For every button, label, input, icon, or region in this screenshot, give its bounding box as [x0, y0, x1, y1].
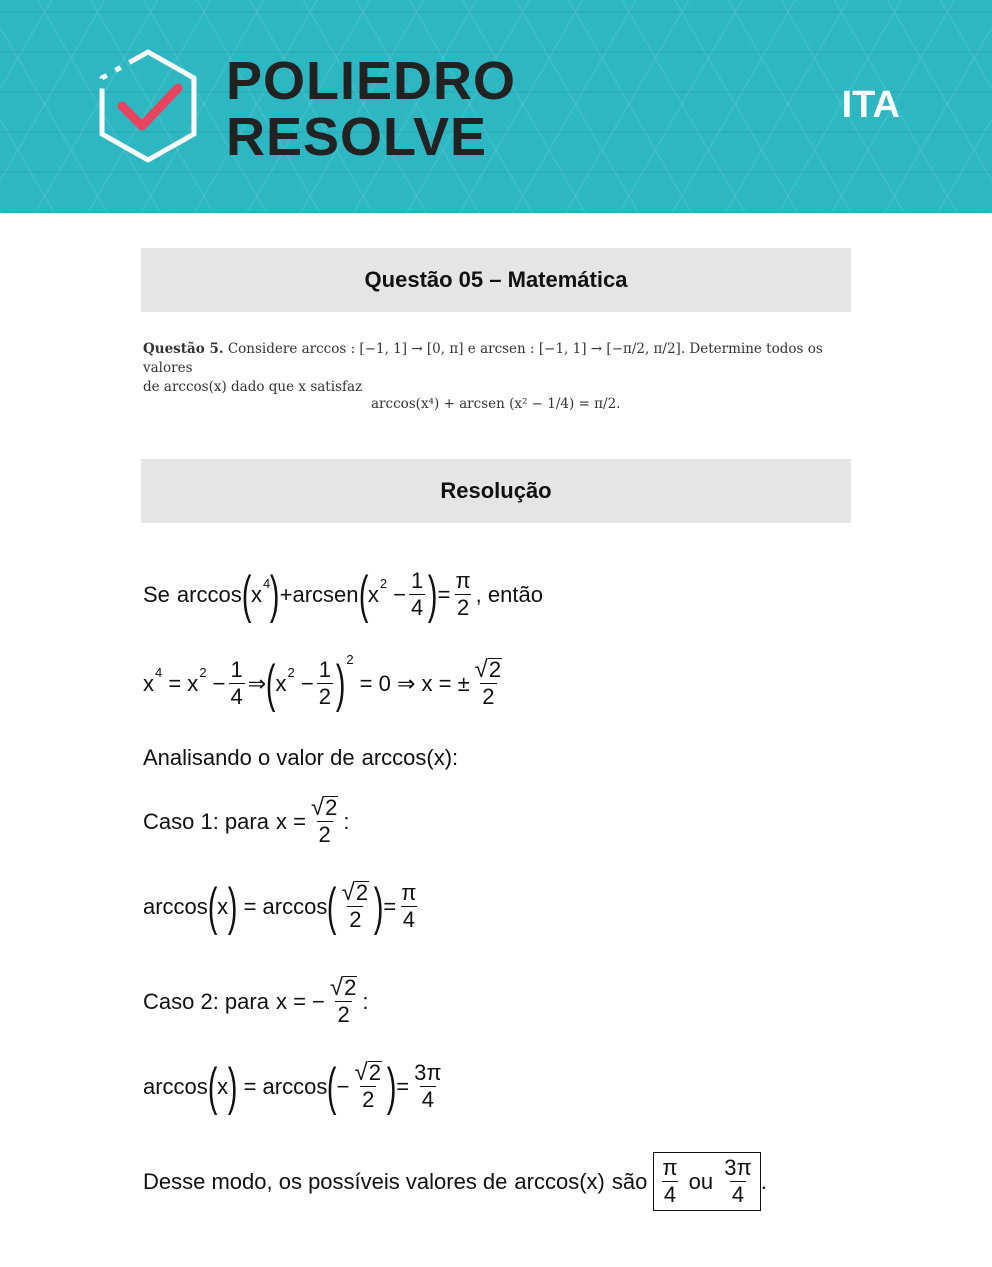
question-title-bar: Questão 05 – Matemática	[141, 248, 851, 312]
case-2-line: Caso 2: para x = − √ 2 2 :	[143, 974, 369, 1027]
desse-modo-text: Desse modo, os possíveis valores de	[143, 1168, 508, 1194]
statement-equation: arccos(x⁴) + arcsen (x² − 1/4) = π/2.	[371, 396, 621, 412]
entao-text: , então	[475, 581, 543, 607]
arccos-text: arccos	[176, 581, 242, 607]
se-text: Se	[143, 581, 170, 607]
brand-line-1: POLIEDRO	[226, 51, 517, 111]
ou-text: ou	[688, 1168, 714, 1194]
case-1-result: arccos ( x ) = arccos ( √ 2 2 ) = $\frac{\pi}{4}$	[143, 877, 417, 936]
statement-text: Considere arccos : [−1, 1] → [0, π] e arcsen : [−1, 1] → [−π/2, π/2]. Determine todos os valores	[143, 341, 823, 376]
sao-text: são	[611, 1168, 648, 1194]
solution-line-3	[143, 745, 458, 771]
analisando-text: Analisando o valor de	[143, 745, 355, 770]
resolution-title-bar: Resolução	[141, 459, 851, 523]
brand-logo-text	[226, 51, 517, 167]
case-1-line: Caso 1: para x = √ 2 2 :	[143, 794, 350, 847]
arcsen-text: arcsen	[292, 581, 359, 607]
arccos-x-text: arccos(x):	[361, 745, 459, 770]
header-banner	[0, 0, 992, 213]
solution-line-2: x 4 = x 2 − $\frac{1}{4}$ ⇒ ( x 2 − $\frac{1}{2}$ ) 2 = 0 ⇒ x = ± √ 2 2	[143, 652, 502, 713]
statement-label: Questão 5.	[143, 341, 224, 357]
case-2-result: arccos ( x ) = arccos ( − √ 2 2 ) = $\frac{3\pi}{4}$	[143, 1057, 442, 1116]
brand-line-2: RESOLVE	[226, 107, 488, 167]
answer-box: $\frac{\pi}{4}$ ou $\frac{3\pi}{4}$	[653, 1152, 760, 1211]
checkmark-hexagon-icon	[92, 46, 204, 166]
solution-line-1: Se arccos ( x 4 ) + arcsen ( x 2 − $\frac{1}{4}$ ) = $\frac{\pi}{2}$ , então	[143, 565, 543, 624]
statement-text-2: de arccos(x) dado que x satisfaz	[143, 379, 363, 395]
caso2-text: Caso 2: para	[143, 988, 269, 1014]
question-statement	[143, 340, 849, 412]
exam-label: ITA	[841, 84, 900, 126]
caso1-text: Caso 1: para	[143, 808, 269, 834]
conclusion-line: Desse modo, os possíveis valores de arccos(x) são $\frac{\pi}{4}$ ou $\frac{3\pi}{4}$ .	[143, 1152, 767, 1211]
